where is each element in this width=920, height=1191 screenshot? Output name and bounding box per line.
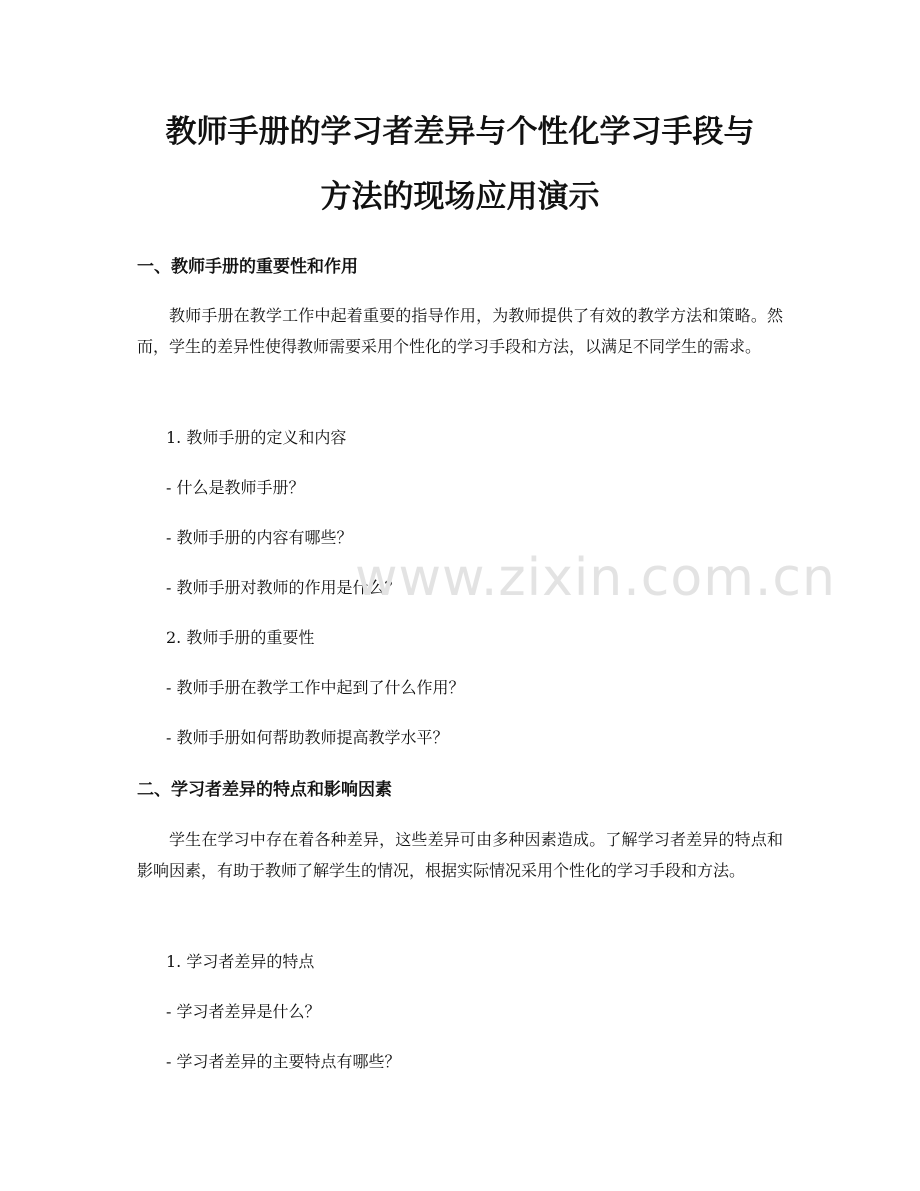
section-1-heading: 一、教师手册的重要性和作用 <box>137 257 358 277</box>
section-1-item-4: - 教师手册对教师的作用是什么？ <box>166 578 401 597</box>
section-1-item-3: - 教师手册的内容有哪些？ <box>166 528 353 547</box>
section-1-item-7: - 教师手册如何帮助教师提高教学水平？ <box>166 728 449 747</box>
section-2-heading: 二、学习者差异的特点和影响因素 <box>137 780 392 800</box>
section-1-item-1: 1. 教师手册的定义和内容 <box>166 428 347 447</box>
document-title-line-2: 方法的现场应用演示 <box>320 179 600 215</box>
watermark: www.zixin.com.cn <box>355 548 836 608</box>
section-1-item-2: - 什么是教师手册？ <box>166 478 305 497</box>
section-2-item-3: - 学习者差异的主要特点有哪些？ <box>166 1052 401 1071</box>
section-1-item-6: - 教师手册在教学工作中起到了什么作用？ <box>166 678 465 697</box>
section-1-paragraph: 教师手册在教学工作中起着重要的指导作用，为教师提供了有效的教学方法和策略。然而，学生的差异性使得教师需要采用个性化的学习手段和方法，以满足不同学生的需求。 <box>137 306 783 356</box>
section-2-item-1: 1. 学习者差异的特点 <box>166 952 315 971</box>
section-2-item-2: - 学习者差异是什么？ <box>166 1002 321 1021</box>
document-title-line-1: 教师手册的学习者差异与个性化学习手段与 <box>165 114 755 150</box>
section-2-paragraph: 学生在学习中存在着各种差异，这些差异可由多种因素造成。了解学习者差异的特点和影响因素，有助于教师了解学生的情况，根据实际情况采用个性化的学习手段和方法。 <box>137 830 783 880</box>
section-1-item-5: 2. 教师手册的重要性 <box>166 628 315 647</box>
